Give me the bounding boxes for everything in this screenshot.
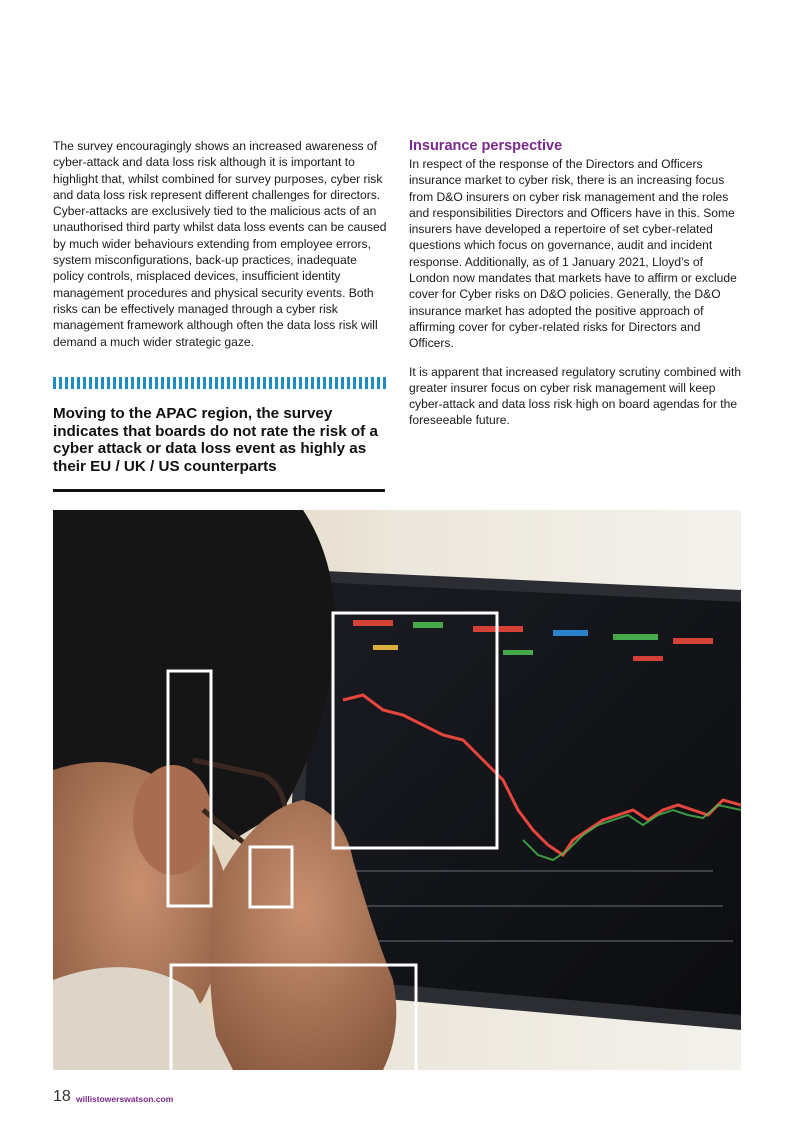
footer-url-link[interactable]: willistowerswatson.com	[76, 1094, 174, 1104]
right-paragraph-2: It is apparent that increased regulatory scrutiny combined with greater insurer focus on cyber risk management will keep cyber-attack and data loss risk high on board agendas for the foreseeable future.	[409, 364, 742, 428]
photo-man-viewing-trading-chart	[53, 510, 741, 1070]
pull-quote-rule	[53, 489, 385, 492]
dashed-divider	[53, 377, 386, 389]
pull-quote: Moving to the APAC region, the survey indicates that boards do not rate the risk of a cyber attack or data loss event as highly as their EU / UK / US counterparts	[53, 405, 378, 475]
section-heading: Insurance perspective	[409, 138, 563, 154]
left-body-paragraph: The survey encouragingly shows an increased awareness of cyber-attack and data loss risk although it is important to highlight that, whilst combined for survey purposes, cyber risk and data loss risk represent different challenges for directors. Cyber-attacks are exclusively tied to the malicious acts of an unauthorised third party whilst data loss events can be caused by much wider behaviours extending from employee errors, system misconfigurations, back-up practices, inadequate policy controls, misplaced devices, insufficient identity management procedures and physical security events. Both risks can be effectively managed through a cyber risk management framework although often the data loss risk will demand a much wider strategic gaze.	[53, 139, 387, 349]
right-column	[409, 138, 745, 429]
left-column	[53, 138, 388, 350]
page-number: 18	[53, 1088, 71, 1105]
right-paragraph-1: In respect of the response of the Directors and Officers insurance market to cyber risk, there is an increasing focus from D&O insurers on cyber risk management and the roles and responsibilities Directors and Officers have in this. Some insurers have developed a repertoire of set cyber-related questions which focus on governance, audit and incident response. Additionally, as of 1 January 2021, Lloyd’s of London now mandates that markets have to affirm or exclude cover for Cyber risks on D&O policies. Generally, the D&O insurance market has adopted the positive approach of affirming cover for cyber-related risks for Directors and Officers.	[409, 157, 737, 351]
